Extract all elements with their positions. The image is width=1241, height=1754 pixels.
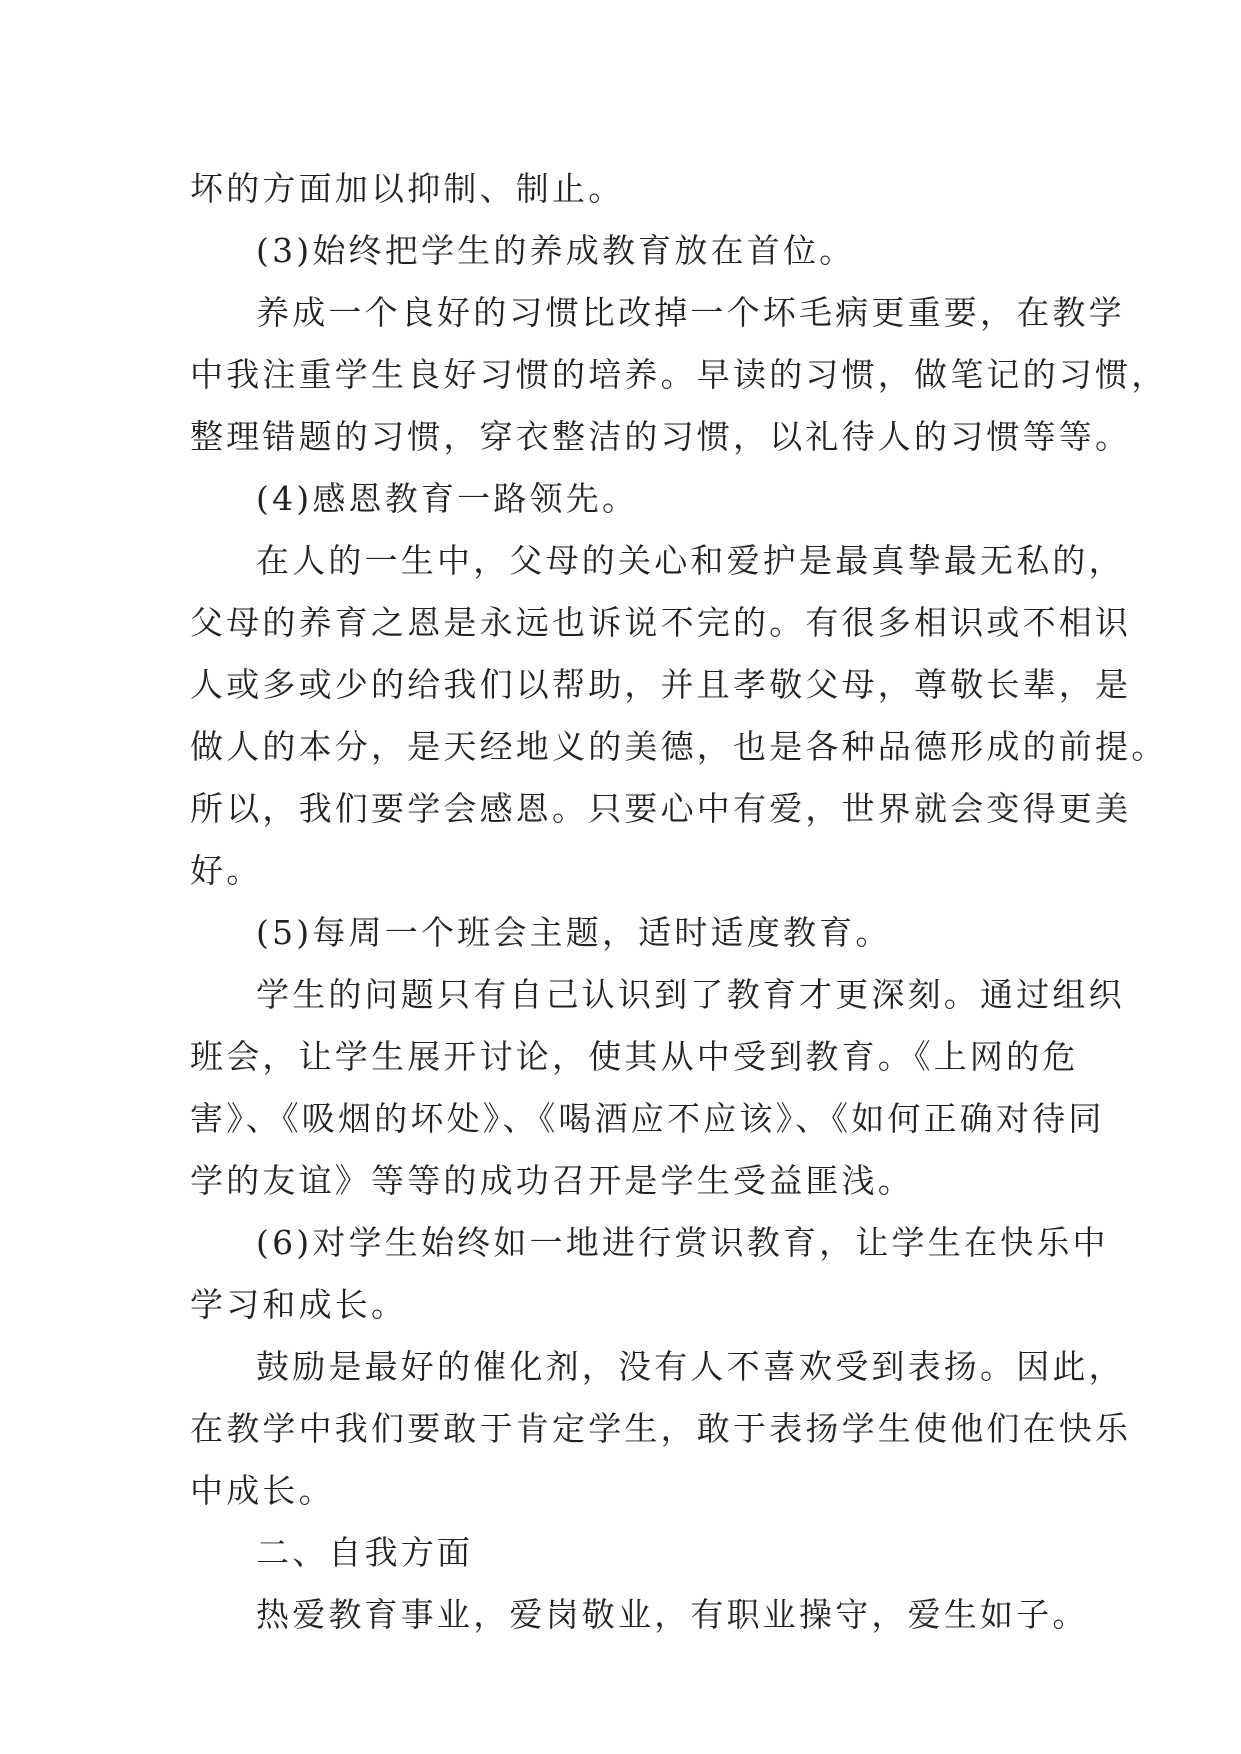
body-text	[190, 158, 1168, 1646]
text-line: 鼓励是最好的催化剂，没有人不喜欢受到表扬。因此，	[256, 1347, 1125, 1386]
text-line: 养成一个良好的习惯比改掉一个坏毛病更重要，在教学	[256, 293, 1125, 332]
text-line: 人或多或少的给我们以帮助，并且孝敬父母，尊敬长辈，是	[190, 665, 1132, 704]
text-line: (6)对学生始终如一地进行赏识教育，让学生在快乐中	[256, 1223, 1109, 1262]
text-line: 害》、《吸烟的坏处》、《喝酒应不应该》、《如何正确对待同	[190, 1099, 1105, 1138]
text-line: 坏的方面加以抑制、制止。	[190, 169, 625, 208]
text-line: (3)始终把学生的养成教育放在首位。	[256, 231, 856, 270]
text-line: 好。	[190, 851, 263, 890]
text-line: 中成长。	[190, 1471, 335, 1510]
text-line: (5)每周一个班会主题，适时适度教育。	[256, 913, 892, 952]
text-line: 二、自我方面	[256, 1533, 474, 1572]
text-line: (4)感恩教育一路领先。	[256, 479, 639, 518]
text-line: 所以，我们要学会感恩。只要心中有爱，世界就会变得更美	[190, 789, 1132, 828]
text-line: 学习和成长。	[190, 1285, 408, 1324]
text-line: 学的友谊》等等的成功召开是学生受益匪浅。	[190, 1161, 914, 1200]
text-line: 整理错题的习惯，穿衣整洁的习惯，以礼待人的习惯等等。	[190, 417, 1132, 456]
text-line: 学生的问题只有自己认识到了教育才更深刻。通过组织	[256, 975, 1125, 1014]
text-line: 中我注重学生良好习惯的培养。早读的习惯，做笔记的习惯，	[190, 355, 1168, 394]
text-line: 做人的本分，是天经地义的美德，也是各种品德形成的前提。	[190, 727, 1168, 766]
text-line: 在教学中我们要敢于肯定学生，敢于表扬学生使他们在快乐	[190, 1409, 1132, 1448]
text-line: 父母的养育之恩是永远也诉说不完的。有很多相识或不相识	[190, 603, 1132, 642]
text-line: 班会，让学生展开讨论，使其从中受到教育。《上网的危	[190, 1037, 1079, 1076]
text-line: 在人的一生中，父母的关心和爱护是最真挚最无私的，	[256, 541, 1125, 580]
text-line: 热爱教育事业，爱岗敬业，有职业操守，爱生如子。	[256, 1595, 1089, 1634]
